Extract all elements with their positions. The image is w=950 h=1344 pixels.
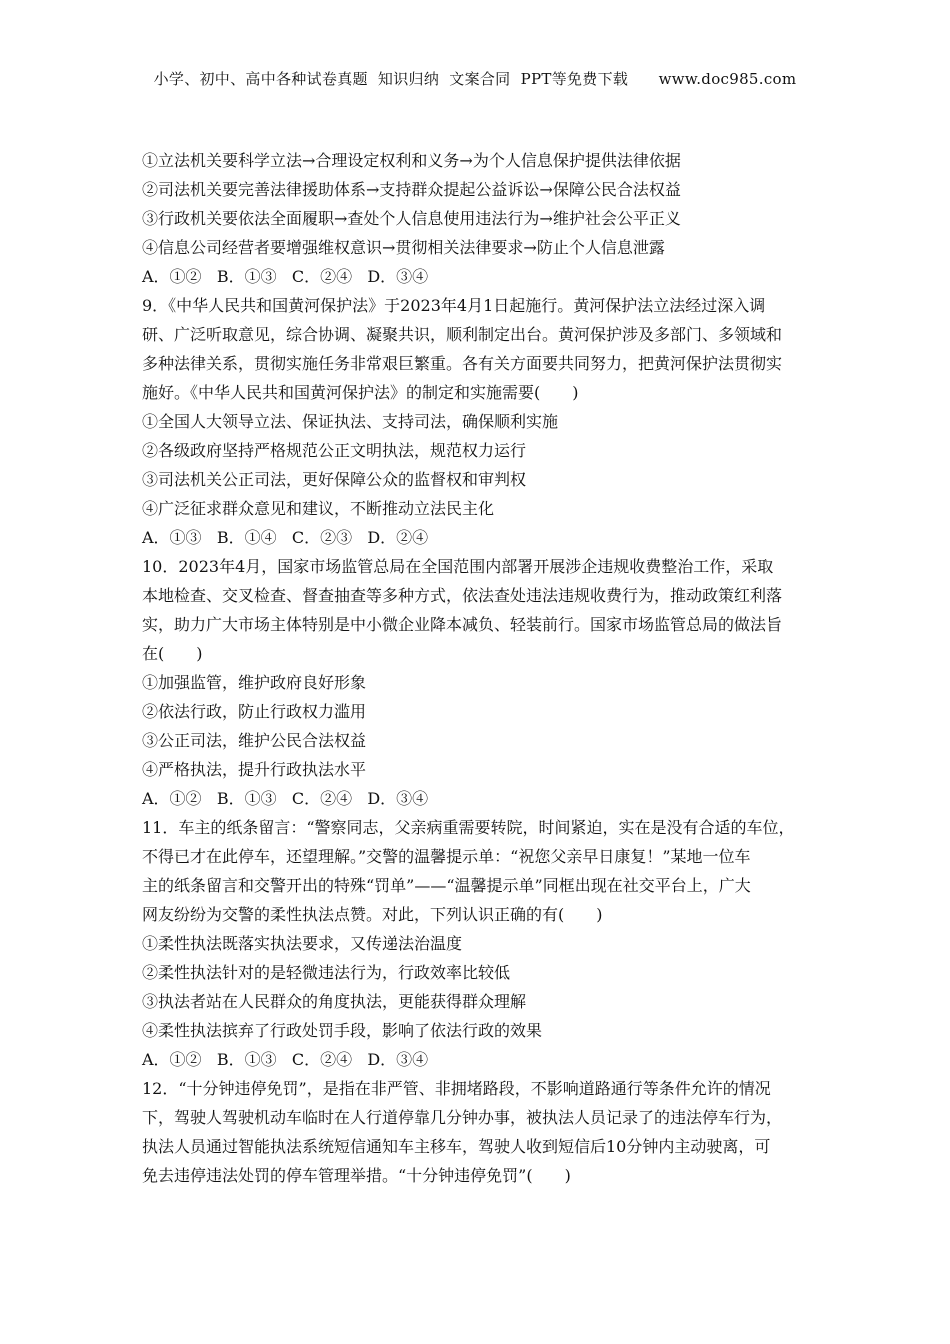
answer-choices: A．①② B．①③ C．②④ D．③④ — [142, 789, 429, 808]
option-4: ④信息公司经营者要增强维权意识→贯彻相关法律要求→防止个人信息泄露 — [142, 238, 665, 257]
answer-choices: A．①② B．①③ C．②④ D．③④ — [142, 1050, 429, 1069]
option-1: ①立法机关要科学立法→合理设定权利和义务→为个人信息保护提供法律依据 — [142, 151, 681, 170]
question-stem-line: 主的纸条留言和交警开出的特殊“罚单”——“温馨提示单”同框出现在社交平台上，广大 — [142, 876, 751, 895]
question-stem-line: 不得已才在此停车，还望理解。”交警的温馨提示单：“祝您父亲早日康复！”某地一位车 — [142, 847, 751, 866]
question-stem-line: 本地检查、交叉检查、督查抽查等多种方式，依法查处违法违规收费行为，推动政策红利落 — [142, 586, 783, 605]
question-stem-line: 9．《中华人民共和国黄河保护法》于2023年4月1日起施行。黄河保护法立法经过深入调 — [142, 296, 766, 315]
option-2: ②各级政府坚持严格规范公正文明执法，规范权力运行 — [142, 441, 527, 460]
question-stem-line: 在( ) — [142, 644, 203, 663]
option-3: ③司法机关公正司法，更好保障公众的监督权和审判权 — [142, 470, 527, 489]
option-4: ④广泛征求群众意见和建议，不断推动立法民主化 — [142, 499, 495, 518]
question-stem-line: 11．车主的纸条留言：“警察同志，父亲病重需要转院，时间紧迫，实在是没有合适的车位， — [142, 818, 795, 837]
question-stem-line: 实，助力广大市场主体特别是中小微企业降本减负、轻装前行。国家市场监管总局的做法旨 — [142, 615, 783, 634]
question-stem-line: 研、广泛听取意见，综合协调、凝聚共识，顺利制定出台。黄河保护涉及多部门、多领域和 — [142, 325, 783, 344]
question-10 — [142, 552, 818, 813]
question-stem-line: 网友纷纷为交警的柔性执法点赞。对此，下列认识正确的有( ) — [142, 905, 603, 924]
option-2: ②司法机关要完善法律援助体系→支持群众提起公益诉讼→保障公民合法权益 — [142, 180, 681, 199]
option-1: ①柔性执法既落实执法要求，又传递法治温度 — [142, 934, 463, 953]
option-4: ④柔性执法摈弃了行政处罚手段，影响了依法行政的效果 — [142, 1021, 543, 1040]
option-4: ④严格执法，提升行政执法水平 — [142, 760, 367, 779]
question-stem-line: 免去违停违法处罚的停车管理举措。“十分钟违停免罚”( ) — [142, 1166, 571, 1185]
option-2: ②柔性执法针对的是轻微违法行为，行政效率比较低 — [142, 963, 511, 982]
answer-choices: A．①② B．①③ C．②④ D．③④ — [142, 267, 429, 286]
question-8 — [142, 146, 818, 291]
option-3: ③执法者站在人民群众的角度执法，更能获得群众理解 — [142, 992, 527, 1011]
question-stem-line: 施好。《中华人民共和国黄河保护法》的制定和实施需要( ) — [142, 383, 579, 402]
question-stem-line: 10．2023年4月，国家市场监管总局在全国范围内部署开展涉企违规收费整治工作，采取 — [142, 557, 774, 576]
answer-choices: A．①③ B．①④ C．②③ D．②④ — [142, 528, 429, 547]
option-2: ②依法行政，防止行政权力滥用 — [142, 702, 367, 721]
option-1: ①全国人大领导立法、保证执法、支持司法，确保顺利实施 — [142, 412, 559, 431]
question-stem-line: 执法人员通过智能执法系统短信通知车主移车，驾驶人收到短信后10分钟内主动驶离，可 — [142, 1137, 771, 1156]
question-stem-line: 12．“十分钟违停免罚”，是指在非严管、非拥堵路段，不影响道路通行等条件允许的情况 — [142, 1079, 771, 1098]
option-3: ③公正司法，维护公民合法权益 — [142, 731, 367, 750]
question-stem-line: 多种法律关系，贯彻实施任务非常艰巨繁重。各有关方面要共同努力，把黄河保护法贯彻实 — [142, 354, 783, 373]
question-11 — [142, 813, 818, 1074]
question-12 — [142, 1074, 818, 1190]
question-9 — [142, 291, 818, 552]
option-1: ①加强监管，维护政府良好形象 — [142, 673, 367, 692]
exam-body — [142, 146, 818, 1190]
question-stem-line: 下，驾驶人驾驶机动车临时在人行道停靠几分钟办事，被执法人员记录了的违法停车行为， — [142, 1108, 783, 1127]
option-3: ③行政机关要依法全面履职→查处个人信息使用违法行为→维护社会公平正义 — [142, 209, 681, 228]
page-header: 小学、初中、高中各种试卷真题 知识归纳 文案合同 PPT等免费下载 www.doc985.com — [153, 70, 797, 88]
